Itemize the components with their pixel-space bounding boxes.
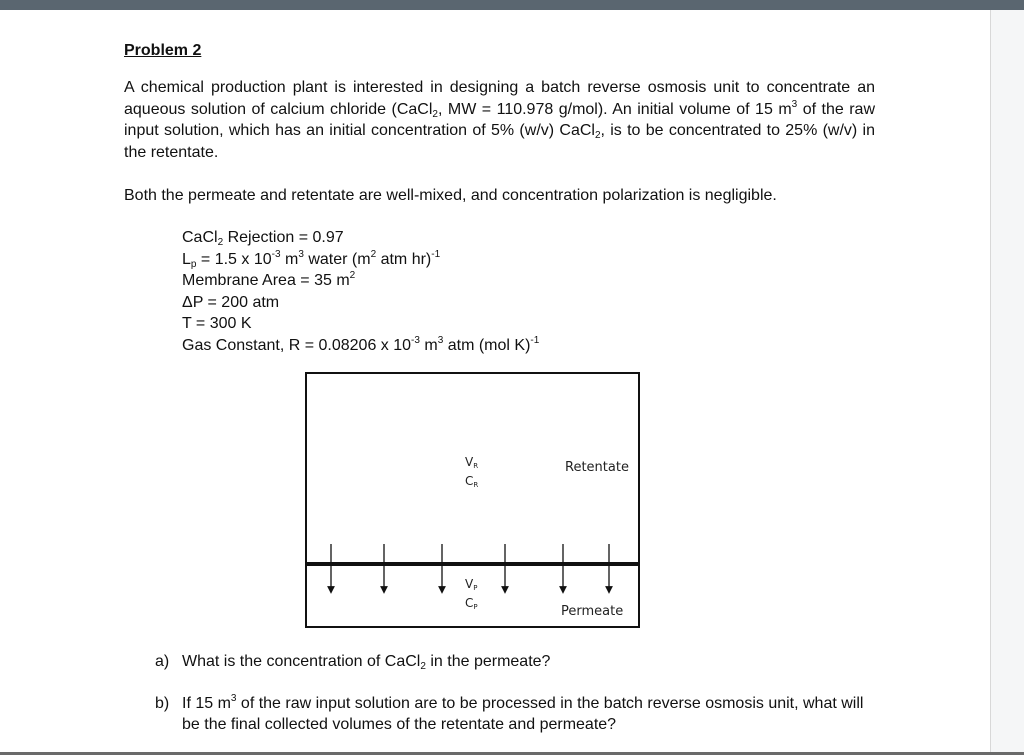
permeate-concentration-symbol: $C_P$ <box>465 596 478 611</box>
param-rejection: CaCl$_2$ Rejection = 0.97 <box>182 229 344 248</box>
question-b-label: b) <box>155 695 170 712</box>
param-membrane-area: Membrane Area = 35 $m^2$ <box>182 270 356 290</box>
retentate-concentration-symbol: $C_R$ <box>465 474 479 489</box>
retentate-volume-symbol: $V_R$ <box>465 455 479 470</box>
question-b-text: If 15 $m^3$ of the raw input solution are to be processed in the batch reverse osmosis unit, what will be the final collected volumes of the retentate and permeate? <box>182 693 864 733</box>
window-top-bar <box>0 0 1024 10</box>
retentate-label: Retentate <box>565 460 629 475</box>
param-temperature: T = 300 K <box>182 315 252 333</box>
permeate-label: Permeate <box>561 604 624 619</box>
question-a-label: a) <box>155 653 170 670</box>
param-lp: $L_p = 1.5$ x $10^{-3}$ $m^3$ water ($m^2$ atm hr)$^{-1}$ <box>182 248 441 270</box>
parameter-list <box>182 227 539 357</box>
permeate-volume-symbol: $V_P$ <box>465 577 478 592</box>
param-gas-constant: Gas Constant, R = 0.08206 x $10^{-3}$ $m^3$ atm (mol K)$^{-1}$ <box>182 334 540 354</box>
problem-description: A chemical production plant is interested in designing a batch reverse osmosis unit to concentrate an aqueous solution of calcium chloride (CaCl$_2$, MW = 110.978 g/mol). An initial volume of 15 $m^3$ of the raw input solution, which has an initial concentration of 5% (w/v) CaCl$_2$, is to be concentrated to 25% (w/v) in the retentate. <box>124 79 876 161</box>
param-pressure: ΔP = 200 atm <box>182 293 280 311</box>
assumptions-text: Both the permeate and retentate are well-mixed, and concentration polarization is negligible. <box>124 187 777 204</box>
problem-title: Problem 2 <box>124 42 202 59</box>
scroll-gutter[interactable] <box>990 10 1024 755</box>
question-a-text: What is the concentration of CaCl$_2$ in the permeate? <box>182 653 551 672</box>
ro-unit-diagram <box>305 372 640 628</box>
